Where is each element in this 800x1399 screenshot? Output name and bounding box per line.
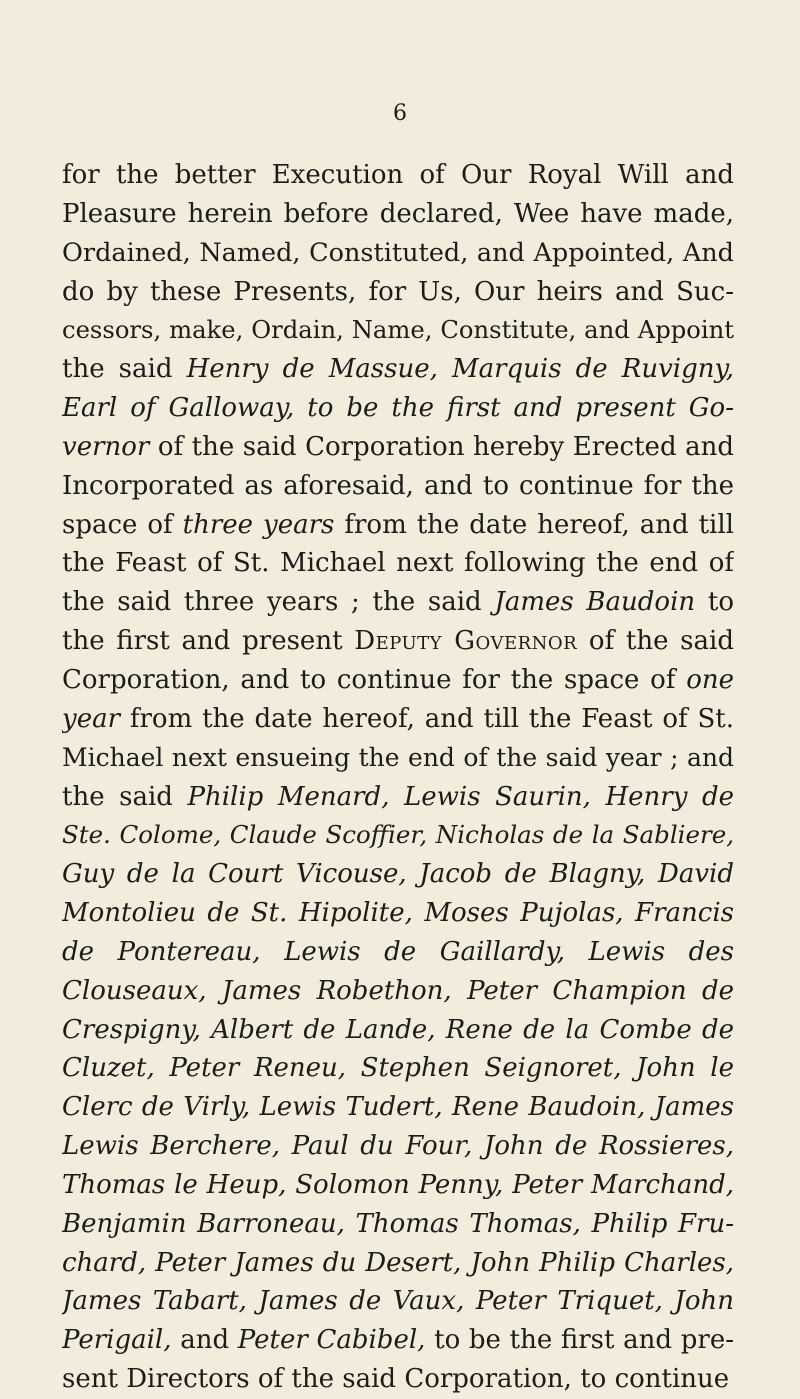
- italic-text: Guy de la Court Vicouse, Jacob de Blagny, David: [62, 859, 734, 890]
- italic-text: Thomas le Heup, Solomon Penny, Peter Marchand,: [62, 1169, 734, 1200]
- text-line: [62, 1282, 734, 1321]
- text-run: and: [171, 1325, 238, 1356]
- text-line: [62, 156, 734, 195]
- italic-text: Crespigny, Albert de Lande, Rene de la Combe de: [62, 1014, 734, 1045]
- text-line: [62, 1321, 734, 1360]
- italic-text: one: [686, 664, 734, 695]
- text-run: the said three years ; the said: [62, 587, 495, 618]
- italic-text: Peter Cabibel,: [237, 1325, 426, 1356]
- text-line: [62, 972, 734, 1011]
- text-line: [62, 1127, 734, 1166]
- text-run: to be the first and pre-: [425, 1325, 734, 1356]
- text-line: [62, 700, 734, 739]
- italic-text: year: [62, 703, 121, 734]
- italic-text: Benjamin Barroneau, Thomas Thomas, Philip Fru-: [62, 1208, 734, 1239]
- italic-text: James Tabart, James de Vaux, Peter Triquet, John: [62, 1286, 734, 1317]
- italic-text: de Pontereau, Lewis de Gaillardy, Lewis des: [62, 936, 734, 967]
- text-run: from the date hereof, and till: [334, 509, 734, 540]
- text-line: [62, 350, 734, 389]
- text-line: [62, 933, 734, 972]
- text-line: [62, 1049, 734, 1088]
- text-run: the said: [62, 354, 187, 385]
- italic-text: Philip Menard, Lewis Saurin, Henry de: [187, 781, 734, 812]
- text-line: [62, 816, 734, 855]
- text-run: of the said Corporation hereby Erected and: [149, 431, 734, 462]
- text-line: [62, 234, 734, 273]
- italic-text: Earl of Galloway, to be the first and present Go-: [62, 393, 734, 424]
- italic-text: Clerc de Virly, Lewis Tudert, Rene Baudoin, James: [62, 1092, 734, 1123]
- text-line: [62, 1360, 734, 1399]
- text-line: [62, 428, 734, 467]
- text-line: [62, 273, 734, 312]
- text-run: Michael next ensueing the end of the said year ; and: [62, 742, 734, 772]
- text-run: Corporation, and to continue for the space of: [62, 664, 687, 695]
- text-line: [62, 1244, 734, 1283]
- text-line: [62, 311, 734, 350]
- text-run: cessors, make, Ordain, Name, Constitute, and Appoint: [62, 315, 734, 345]
- text-line: [62, 855, 734, 894]
- page-number: 6: [393, 101, 407, 126]
- italic-text: Lewis Berchere, Paul du Four, John de Rossieres,: [62, 1131, 734, 1162]
- text-line: [62, 467, 734, 506]
- text-line: [62, 583, 734, 622]
- text-run: the said: [62, 781, 188, 812]
- italic-text: Perigail,: [62, 1325, 172, 1356]
- body-text: [62, 156, 734, 1399]
- text-run: do by these Presents, for Us, Our heirs and Suc-: [62, 276, 734, 307]
- text-line: [62, 506, 734, 545]
- text-run: Incorporated as aforesaid, and to continue for the: [62, 470, 734, 501]
- text-run: of the said: [577, 626, 734, 657]
- text-run: sent Directors of the said Corporation, to continue: [62, 1364, 730, 1395]
- text-run: from the date hereof, and till the Feast of St.: [120, 703, 734, 734]
- italic-text: Cluzet, Peter Reneu, Stephen Seignoret, John le: [62, 1053, 734, 1084]
- text-line: [62, 389, 734, 428]
- italic-text: Ste. Colome, Claude Scoffier, Nicholas de la Sabliere,: [62, 820, 734, 850]
- text-run: for the better Execution of Our Royal Will and: [62, 160, 734, 190]
- text-line: [62, 1011, 734, 1050]
- text-run: Pleasure herein before declared, Wee have made,: [62, 198, 734, 229]
- text-line: [62, 544, 734, 583]
- italic-text: chard, Peter James du Desert, John Philip Charles,: [62, 1247, 734, 1278]
- italic-text: James Baudoin: [494, 587, 696, 618]
- text-line: [62, 622, 734, 661]
- text-line: [62, 195, 734, 234]
- small-caps-text: Deputy Governor: [354, 626, 578, 657]
- text-run: the Feast of St. Michael next following the end of: [62, 548, 734, 579]
- italic-text: Clouseaux, James Robethon, Peter Champion de: [62, 975, 734, 1006]
- text-line: [62, 778, 734, 817]
- text-line: [62, 1205, 734, 1244]
- text-run: the first and present: [62, 626, 355, 657]
- text-line: [62, 661, 734, 700]
- italic-text: Henry de Massue, Marquis de Ruvigny,: [186, 354, 734, 385]
- italic-text: three years: [182, 509, 335, 540]
- text-run: Ordained, Named, Constituted, and Appointed, And: [62, 237, 734, 268]
- text-line: [62, 739, 734, 778]
- text-line: [62, 894, 734, 933]
- italic-text: vernor: [62, 431, 150, 462]
- text-run: to: [707, 587, 734, 618]
- text-run: space of: [62, 509, 183, 540]
- text-line: [62, 1166, 734, 1205]
- text-line: [62, 1088, 734, 1127]
- italic-text: Montolieu de St. Hipolite, Moses Pujolas, Francis: [62, 898, 734, 929]
